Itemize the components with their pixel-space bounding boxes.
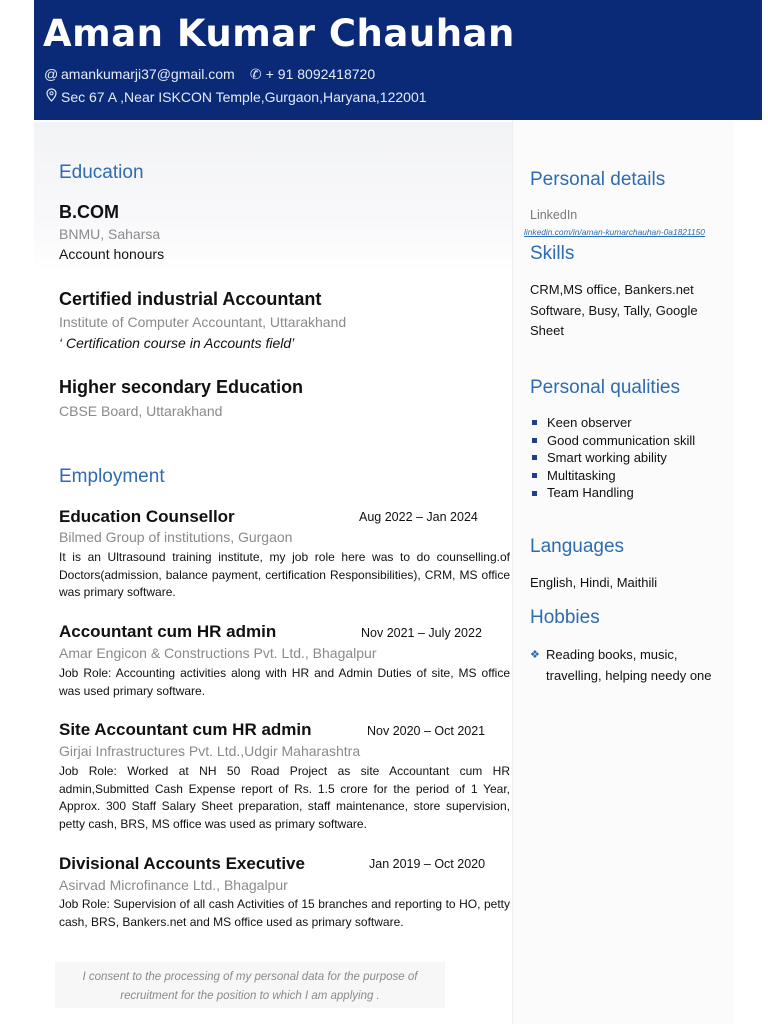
phone-icon: ✆	[249, 66, 262, 82]
list-item: Team Handling	[532, 484, 695, 502]
linkedin-label: LinkedIn	[530, 208, 578, 222]
job-role: Divisional Accounts Executive	[59, 854, 305, 873]
resume-header	[34, 0, 762, 120]
personal-details-heading: Personal details	[530, 169, 666, 190]
job-dates: Aug 2022 – Jan 2024	[359, 510, 478, 524]
linkedin-link[interactable]: linkedin.com/in/aman-kumarchauhan-0a1821150	[524, 227, 705, 237]
education-institution: CBSE Board, Uttarakhand	[59, 403, 223, 419]
square-bullet-icon	[532, 473, 537, 478]
qualities-list	[532, 414, 695, 502]
job-description: Job Role: Worked at NH 50 Road Project as site Accountant cum HR admin,Submitted Cash Expense report of Rs. 1.5 crore for the period of 1 Year, Approx. 300 Staff Salary Sheet preparation, staff maintenance, store supervision, petty cash, BRS, MS office was used as primary software.	[59, 764, 510, 831]
job-dates: Nov 2020 – Oct 2021	[367, 724, 486, 738]
list-item: Smart working ability	[532, 449, 695, 467]
education-institution: Institute of Computer Accountant, Uttarakhand	[59, 314, 347, 330]
job-dates: Jan 2019 – Oct 2020	[369, 857, 486, 871]
hobbies-text: Reading books, music, travelling, helping needy one	[546, 647, 712, 683]
square-bullet-icon	[532, 420, 537, 425]
hobbies-item	[530, 645, 724, 686]
job-company: Girjai Infrastructures Pvt. Ltd.,Udgir Maharashtra	[59, 743, 361, 759]
education-degree: Certified industrial Accountant	[59, 289, 322, 309]
skills-text: CRM,MS office, Bankers.net Software, Busy, Tally, Google Sheet	[530, 282, 698, 338]
job-role: Accountant cum HR admin	[59, 622, 277, 641]
job-company: Amar Engicon & Constructions Pvt. Ltd., Bhagalpur	[59, 645, 377, 661]
job-dates: Nov 2021 – July 2022	[361, 626, 482, 640]
list-item: Multitasking	[532, 467, 695, 485]
job-description: It is an Ultrasound training institute, my job role here was to do counselling.of Doctors(admission, balance payment, certification Responsibilities), CRM, MS office was primary software.	[59, 550, 510, 599]
qualities-heading: Personal qualities	[530, 377, 680, 398]
contact-line	[44, 66, 375, 83]
diamond-bullet-icon: ❖	[530, 649, 540, 661]
job-description: Job Role: Accounting activities along with HR and Admin Duties of site, MS office was used primary software.	[59, 666, 510, 698]
square-bullet-icon	[532, 491, 537, 496]
education-heading: Education	[59, 162, 144, 183]
list-item: Good communication skill	[532, 432, 695, 450]
languages-text: English, Hindi, Maithili	[530, 575, 658, 590]
square-bullet-icon	[532, 438, 537, 443]
education-institution: BNMU, Saharsa	[59, 226, 161, 242]
education-note: ‘ Certification course in Accounts field’	[59, 335, 295, 351]
address-text: Sec 67 A ,Near ISKCON Temple,Gurgaon,Haryana,122001	[61, 89, 427, 105]
consent-statement: I consent to the processing of my personal data for the purpose of recruitment for the position to which I am applying .	[82, 971, 418, 1002]
hobbies-heading: Hobbies	[530, 607, 600, 628]
email-address[interactable]: amankumarji37@gmail.com	[61, 66, 235, 82]
skills-heading: Skills	[530, 243, 575, 264]
education-note: Account honours	[59, 246, 165, 262]
at-icon: @	[44, 66, 59, 82]
languages-heading: Languages	[530, 536, 625, 557]
candidate-name: Aman Kumar Chauhan	[43, 12, 515, 55]
list-item: Keen observer	[532, 414, 695, 432]
job-company: Bilmed Group of institutions, Gurgaon	[59, 529, 293, 545]
employment-heading: Employment	[59, 466, 165, 487]
job-role: Site Accountant cum HR admin	[59, 720, 312, 739]
job-role: Education Counsellor	[59, 507, 235, 526]
education-degree: B.COM	[59, 202, 119, 222]
address-line	[44, 88, 427, 105]
square-bullet-icon	[532, 455, 537, 460]
education-degree: Higher secondary Education	[59, 377, 304, 397]
location-pin-icon	[44, 88, 58, 105]
job-description: Job Role: Supervision of all cash Activities of 15 branches and reporting to HO, petty cash, BRS, Bankers.net and MS office used as primary software.	[59, 897, 510, 929]
job-company: Asirvad Microfinance Ltd., Bhagalpur	[59, 877, 288, 893]
phone-number[interactable]: + 91 8092418720	[265, 66, 376, 82]
